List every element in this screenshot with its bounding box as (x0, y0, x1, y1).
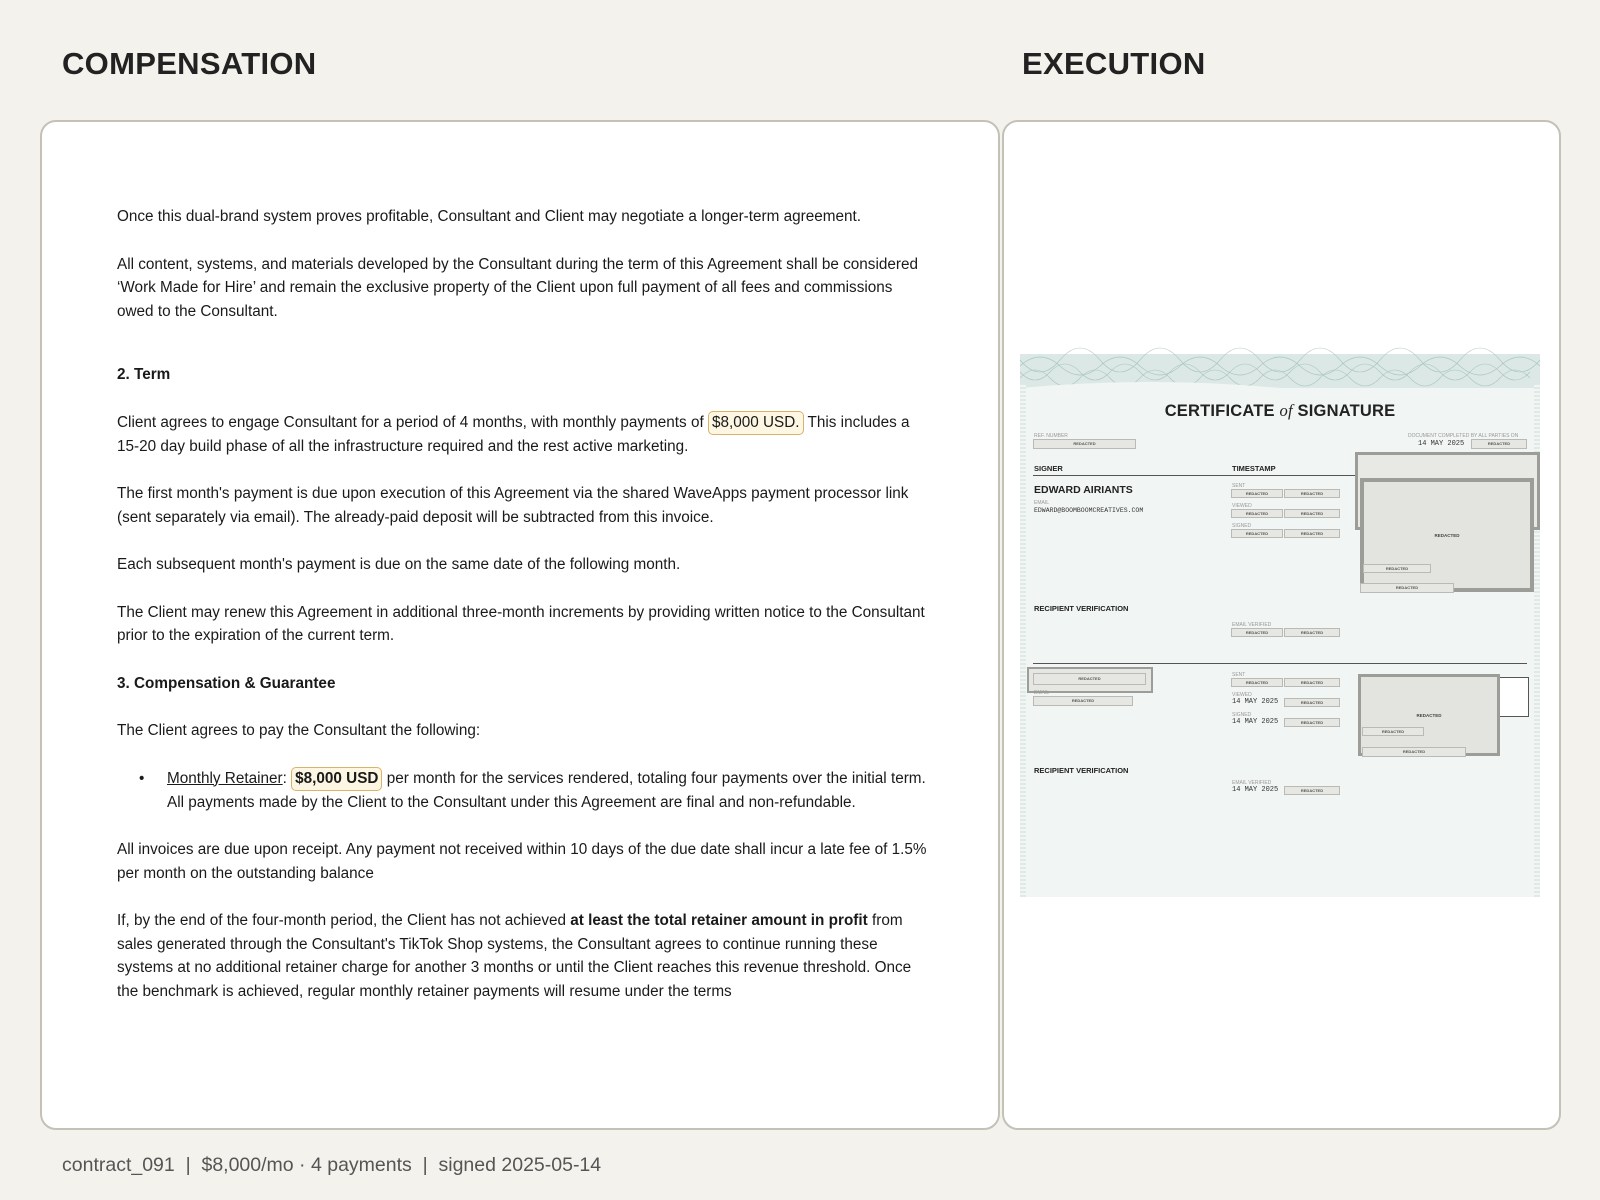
section-heading-term: 2. Term (117, 366, 171, 383)
sent-label: SENT (1232, 672, 1246, 678)
certificate-title: CERTIFICATE of SIGNATURE (1164, 401, 1396, 420)
redacted-ref-number: REDACTED (1033, 439, 1136, 449)
redacted-field: REDACTED (1471, 439, 1527, 449)
execution-panel[interactable] (1002, 120, 1561, 1130)
redacted-field: REDACTED (1284, 786, 1340, 795)
redacted-field: REDACTED (1231, 529, 1283, 538)
redacted-field: REDACTED (1231, 628, 1283, 637)
recipient-verification-label: RECIPIENT VERIFICATION (1034, 604, 1129, 613)
redacted-field: REDACTED (1362, 747, 1466, 757)
timestamp-header: TIMESTAMP (1232, 464, 1276, 473)
redacted-field: REDACTED (1284, 718, 1340, 727)
signed-date: 14 MAY 2025 (1232, 718, 1279, 726)
redacted-field: REDACTED (1231, 678, 1283, 687)
signed-label: SIGNED (1232, 523, 1252, 529)
redacted-field: REDACTED (1284, 698, 1340, 707)
border-band (1020, 384, 1026, 897)
redacted-field: REDACTED (1284, 628, 1340, 637)
paragraph: The Client may renew this Agreement in additional three-month increments by providing written notice to the Consultant prior to the expiration of the current term. (117, 603, 925, 644)
sent-label: SENT (1232, 483, 1246, 489)
redacted-signature-image: REDACTED (1360, 478, 1534, 592)
signature-certificate (1020, 354, 1540, 897)
redacted-field: REDACTED (1284, 509, 1340, 518)
list-item: • Monthly Retainer: $8,000 USD per month for the services rendered, totaling four payments over the initial term. All payments made by the Client to the Consultant under this Agreement are final and non-refundable. (117, 767, 929, 815)
signature-frame (1499, 677, 1529, 717)
redacted-field: REDACTED (1231, 509, 1283, 518)
bullet-icon: • (139, 769, 145, 787)
verified-date: 14 MAY 2025 (1232, 786, 1279, 794)
recipient-verification-label: RECIPIENT VERIFICATION (1034, 766, 1129, 775)
signer-header: SIGNER (1034, 464, 1063, 473)
redacted-field: REDACTED (1033, 696, 1133, 706)
paragraph-term: Client agrees to engage Consultant for a period of 4 months, with monthly payments of $8,000 USD. This includes a 15-20 day build phase of all the infrastructure required and the rest active marketing. (117, 411, 929, 459)
signed-label: SIGNED (1232, 712, 1252, 718)
redacted-field: REDACTED (1284, 678, 1340, 687)
retainer-amount-highlight: $8,000 USD (291, 767, 382, 791)
contract-text (117, 208, 929, 1014)
viewed-label: VIEWED (1232, 692, 1252, 698)
compensation-panel[interactable] (40, 120, 1000, 1130)
redacted-field: REDACTED (1363, 564, 1431, 573)
divider (1033, 663, 1527, 664)
payment-amount-highlight: $8,000 USD. (708, 411, 804, 435)
footer-caption: contract_091 | $8,000/mo · 4 payments | signed 2025-05-14 (62, 1154, 602, 1176)
paragraph: Each subsequent month's payment is due on the same date of the following month. (117, 556, 681, 573)
redacted-field: REDACTED (1231, 489, 1283, 498)
signer-email: EDWARD@BOOMBOOMCREATIVES.COM (1034, 507, 1144, 514)
paragraph: All content, systems, and materials developed by the Consultant during the term of this Agreement shall be considered ‘Work Made for Hire’ and remain the exclusive property of the Client upon full payment of all fees and commissions owed to the Consultant. (117, 255, 918, 320)
paragraph: Once this dual-brand system proves profitable, Consultant and Client may negotiate a longer-term agreement. (117, 208, 861, 225)
paragraph: All invoices are due upon receipt. Any payment not received within 10 days of the due date shall incur a late fee of 1.5% per month on the outstanding balance (117, 841, 927, 882)
compensation-heading: COMPENSATION (62, 46, 317, 81)
email-verified-label: EMAIL VERIFIED (1232, 622, 1272, 628)
redacted-field: REDACTED (1033, 673, 1146, 685)
paragraph: The first month's payment is due upon execution of this Agreement via the shared WaveApps payment processor link (sent separately via email). The already-paid deposit will be subtracted from this invoice. (117, 485, 909, 526)
redacted-field: REDACTED (1284, 529, 1340, 538)
redacted-field: REDACTED (1360, 583, 1454, 593)
signer-name: EDWARD AIRIANTS (1034, 484, 1133, 496)
redacted-signature-image: REDACTED (1358, 674, 1500, 756)
paragraph-guarantee: If, by the end of the four-month period, the Client has not achieved at least the total retainer amount in profit from sales generated through the Consultant's TikTok Shop systems, the Consultant agrees to continue running these systems at no additional retainer charge for another 3 months or until the Client reaches this revenue threshold. Once the benchmark is achieved, regular monthly retainer payments will resume under the terms (117, 912, 912, 1000)
redacted-field: REDACTED (1362, 727, 1424, 736)
paragraph: The Client agrees to pay the Consultant the following: (117, 722, 481, 739)
viewed-label: VIEWED (1232, 503, 1252, 509)
email-label: EMAIL (1034, 500, 1050, 506)
divider (1033, 475, 1363, 476)
execution-heading: EXECUTION (1022, 46, 1206, 81)
guilloche-border (1020, 354, 1540, 388)
section-heading-compensation: 3. Compensation & Guarantee (117, 674, 336, 692)
completed-label: DOCUMENT COMPLETED BY ALL PARTIES ON (1408, 433, 1519, 439)
completed-date: 14 MAY 2025 (1418, 440, 1465, 448)
email-verified-label: EMAIL VERIFIED (1232, 780, 1272, 786)
email-label: EMAIL (1034, 690, 1050, 696)
redacted-field: REDACTED (1284, 489, 1340, 498)
viewed-date: 14 MAY 2025 (1232, 698, 1279, 706)
ref-number-label: REF. NUMBER (1034, 433, 1068, 439)
